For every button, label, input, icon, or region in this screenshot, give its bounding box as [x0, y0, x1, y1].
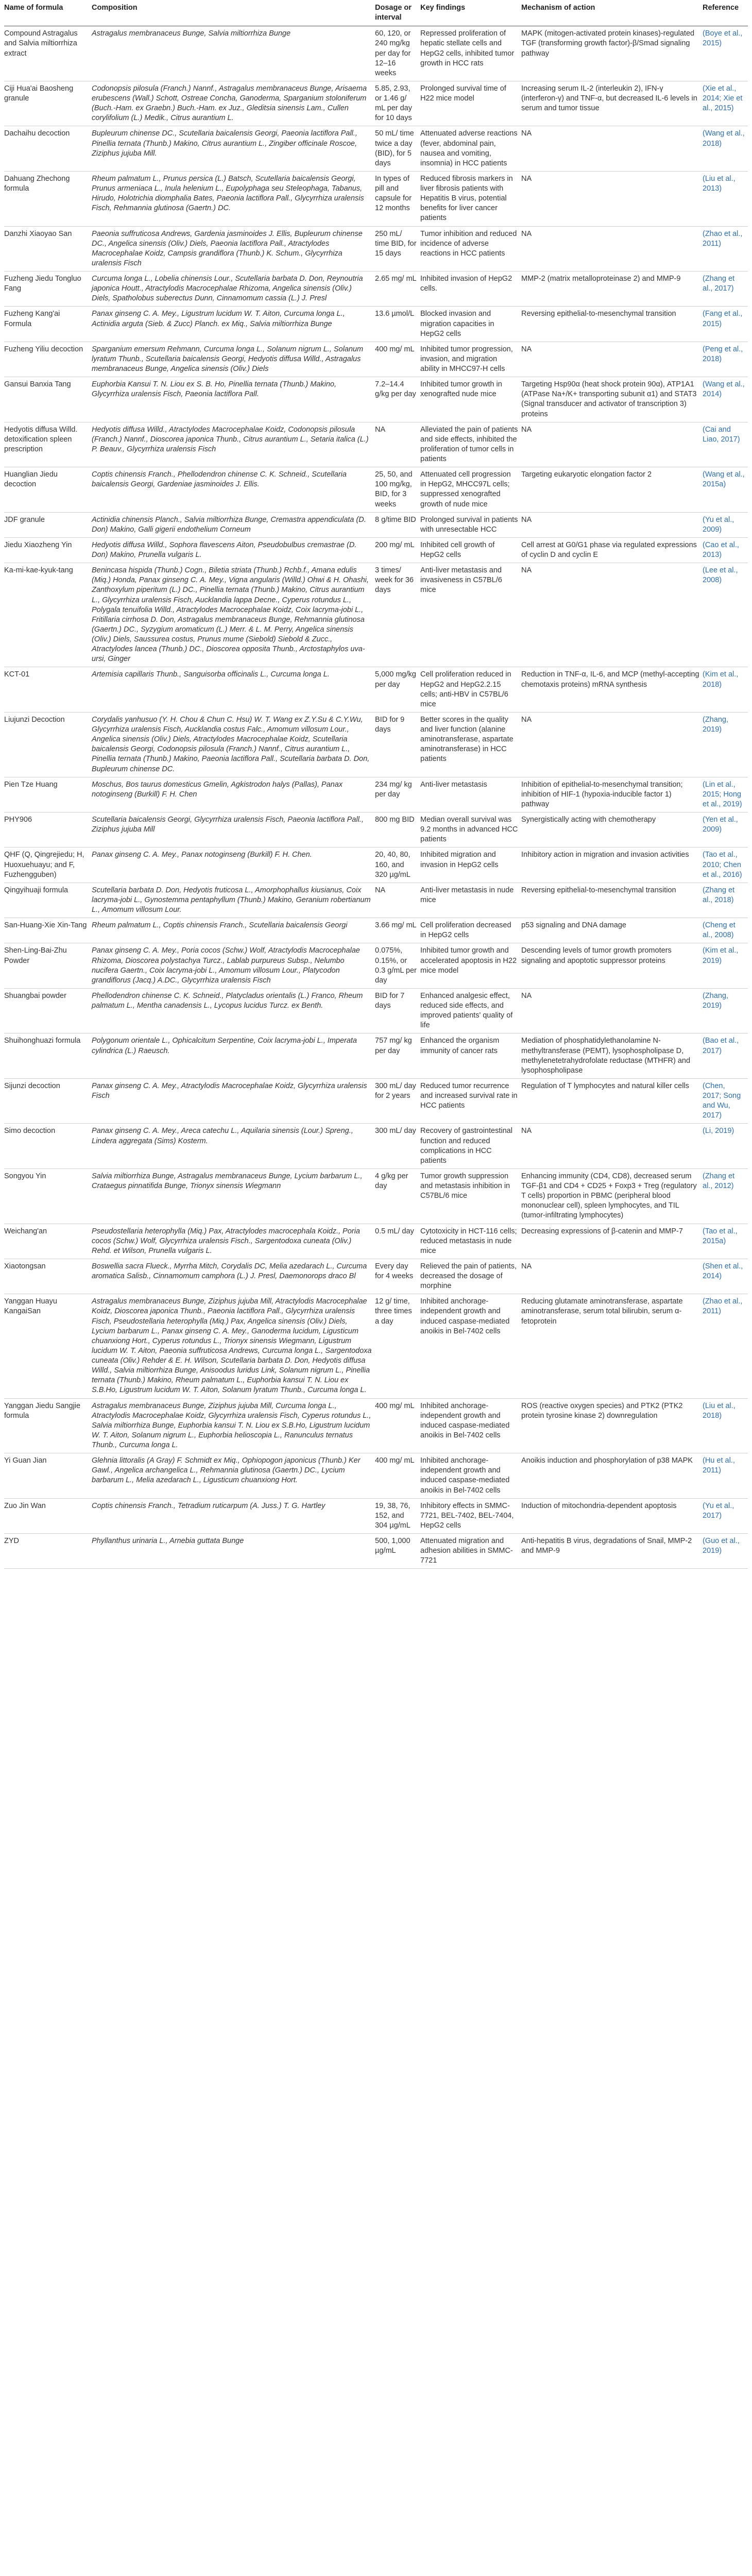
- formula-name-cell: Shen-Ling-Bai-Zhu Powder: [4, 943, 92, 989]
- dosage-cell: 400 mg/ mL: [375, 1398, 420, 1453]
- key-findings-cell: Inhibited tumor progression, invasion, and migration ability in MHCC97-H cells: [420, 342, 521, 377]
- table-row: [4, 377, 748, 422]
- composition-cell: Phyllanthus urinaria L., Arnebia guttata Bunge: [92, 1534, 375, 1569]
- table-row: [4, 342, 748, 377]
- key-findings-cell: Cytotoxicity in HCT-116 cells; reduced metastasis in nude mice: [420, 1224, 521, 1259]
- table-row: [4, 1498, 748, 1533]
- mechanism-cell: NA: [521, 563, 703, 667]
- formula-name-cell: Xiaotongsan: [4, 1259, 92, 1294]
- formula-name-cell: Weichang'an: [4, 1224, 92, 1259]
- table-row: [4, 226, 748, 272]
- table-row: [4, 1259, 748, 1294]
- table-row: [4, 563, 748, 667]
- table-row: [4, 667, 748, 713]
- table-row: [4, 812, 748, 848]
- dosage-cell: 12 g/ time, three times a day: [375, 1294, 420, 1398]
- key-findings-cell: Inhibitory effects in SMMC-7721, BEL-7402, BEL-7404, HepG2 cells: [420, 1498, 521, 1533]
- composition-cell: Bupleurum chinense DC., Scutellaria baicalensis Georgi, Paeonia lactiflora Pall., Pinellia ternata (Thunb.) Makino, Citrus aurantium L., Zingiber officinale Roscoe, Ziziphus jujuba Mill.: [92, 126, 375, 172]
- formula-name-cell: Liujunzi Decoction: [4, 712, 92, 777]
- mechanism-cell: MMP-2 (matrix metalloproteinase 2) and MMP-9: [521, 272, 703, 307]
- composition-cell: Coptis chinensis Franch., Tetradium ruticarpum (A. Juss.) T. G. Hartley: [92, 1498, 375, 1533]
- table-row: [4, 171, 748, 226]
- mechanism-cell: Inhibitory action in migration and invasion activities: [521, 848, 703, 883]
- dosage-cell: 20, 40, 80, 160, and 320 µg/mL: [375, 848, 420, 883]
- dosage-cell: 3.66 mg/ mL: [375, 918, 420, 943]
- formula-name-cell: JDF granule: [4, 512, 92, 537]
- table-row: [4, 712, 748, 777]
- composition-cell: Astragalus membranaceus Bunge, Salvia miltiorrhiza Bunge: [92, 26, 375, 81]
- table-row: [4, 307, 748, 342]
- dosage-cell: 250 mL/ time BID, for 15 days: [375, 226, 420, 272]
- reference-cell[interactable]: (Kim et al., 2019): [703, 943, 748, 989]
- composition-cell: Panax ginseng C. A. Mey., Panax notoginseng (Burkill) F. H. Chen.: [92, 848, 375, 883]
- mechanism-cell: NA: [521, 1124, 703, 1169]
- table-row: [4, 1078, 748, 1124]
- table-row: [4, 512, 748, 537]
- key-findings-cell: Inhibited invasion of HepG2 cells.: [420, 272, 521, 307]
- reference-cell[interactable]: (Zhang, 2019): [703, 712, 748, 777]
- reference-cell[interactable]: (Fang et al., 2015): [703, 307, 748, 342]
- table-row: [4, 467, 748, 513]
- table-row: [4, 848, 748, 883]
- formula-name-cell: Yanggan Jiedu Sangjie formula: [4, 1398, 92, 1453]
- reference-cell[interactable]: (Liu et al., 2018): [703, 1398, 748, 1453]
- formula-name-cell: Simo decoction: [4, 1124, 92, 1169]
- key-findings-cell: Inhibited tumor growth in xenografted nude mice: [420, 377, 521, 422]
- key-findings-cell: Median overall survival was 9.2 months in advanced HCC patients: [420, 812, 521, 848]
- composition-cell: Rheum palmatum L., Coptis chinensis Franch., Scutellaria baicalensis Georgi: [92, 918, 375, 943]
- table-row: [4, 272, 748, 307]
- mechanism-cell: Inhibition of epithelial-to-mesenchymal transition; inhibition of HIF-1 (hypoxia-inducible factor 1) pathway: [521, 777, 703, 812]
- dosage-cell: 3 times/ week for 36 days: [375, 563, 420, 667]
- reference-cell[interactable]: (Chen, 2017; Song and Wu, 2017): [703, 1078, 748, 1124]
- mechanism-cell: NA: [521, 512, 703, 537]
- mechanism-cell: Decreasing expressions of β-catenin and MMP-7: [521, 1224, 703, 1259]
- table-row: [4, 777, 748, 812]
- formula-name-cell: Pien Tze Huang: [4, 777, 92, 812]
- dosage-cell: NA: [375, 422, 420, 467]
- composition-cell: Panax ginseng C. A. Mey., Areca catechu L., Aquilaria sinensis (Lour.) Spreng., Lindera aggregata (Sims) Kosterm.: [92, 1124, 375, 1169]
- composition-cell: Astragalus membranaceus Bunge, Ziziphus jujuba Mill, Curcuma longa L., Atractylodis Macrocephalae Koidz, Glycyrrhiza uralensis Fisch, Cyperus rotundus L., Salvia miltiorrhiza Bunge, Euphorbia kansui T. N. Liou ex S.B.Ho, Ligustrum lucidum W. T. Aiton, Solanum nigrum L., Euphorbia helioscopia L., Ranunculus ternatus Thunb., Curcuma longa L.: [92, 1398, 375, 1453]
- composition-cell: Actinidia chinensis Planch., Salvia miltiorrhiza Bunge, Cremastra appendiculata (D. Don) Makino, Galli gigerii endothelium Corneum: [92, 512, 375, 537]
- formula-name-cell: Ka-mi-kae-kyuk-tang: [4, 563, 92, 667]
- formula-name-cell: Dahuang Zhechong formula: [4, 171, 92, 226]
- composition-cell: Euphorbia Kansui T. N. Liou ex S. B. Ho, Pinellia ternata (Thunb.) Makino, Glycyrrhiza uralensis Fisch, Paeonia lactiflora Pall.: [92, 377, 375, 422]
- key-findings-cell: Reduced fibrosis markers in liver fibrosis patients with Hepatitis B virus, potential benefits for liver cancer patients: [420, 171, 521, 226]
- table-row: [4, 1294, 748, 1398]
- formula-name-cell: Dachaihu decoction: [4, 126, 92, 172]
- formula-table: [4, 0, 748, 1569]
- reference-cell[interactable]: (Zhao et al., 2011): [703, 1294, 748, 1398]
- reference-cell[interactable]: (Kim et al., 2018): [703, 667, 748, 713]
- mechanism-cell: Reversing epithelial-to-mesenchymal transition: [521, 307, 703, 342]
- mechanism-cell: Induction of mitochondria-dependent apoptosis: [521, 1498, 703, 1533]
- mechanism-cell: Regulation of T lymphocytes and natural killer cells: [521, 1078, 703, 1124]
- table-row: [4, 422, 748, 467]
- reference-cell[interactable]: (Yen et al., 2009): [703, 812, 748, 848]
- formula-name-cell: Songyou Yin: [4, 1168, 92, 1224]
- dosage-cell: Every day for 4 weeks: [375, 1259, 420, 1294]
- key-findings-cell: Enhanced the organism immunity of cancer rats: [420, 1033, 521, 1079]
- key-findings-cell: Inhibited cell growth of HepG2 cells: [420, 537, 521, 563]
- key-findings-cell: Prolonged survival time of H22 mice model: [420, 81, 521, 126]
- reference-cell[interactable]: (Lee et al., 2008): [703, 563, 748, 667]
- table-row: [4, 988, 748, 1033]
- dosage-cell: 25, 50, and 100 mg/kg, BID, for 3 weeks: [375, 467, 420, 513]
- mechanism-cell: Reversing epithelial-to-mesenchymal transition: [521, 883, 703, 918]
- formula-name-cell: Yanggan Huayu KangaiSan: [4, 1294, 92, 1398]
- formula-name-cell: Sijunzi decoction: [4, 1078, 92, 1124]
- table-row: [4, 943, 748, 989]
- table-row: [4, 1224, 748, 1259]
- reference-cell[interactable]: (Bao et al., 2017): [703, 1033, 748, 1079]
- formula-name-cell: San-Huang-Xie Xin-Tang: [4, 918, 92, 943]
- formula-name-cell: Hedyotis diffusa Willd. detoxification spleen prescription: [4, 422, 92, 467]
- formula-name-cell: PHY906: [4, 812, 92, 848]
- formula-name-cell: ZYD: [4, 1534, 92, 1569]
- composition-cell: Panax ginseng C. A. Mey., Poria cocos (Schw.) Wolf, Atractylodis Macrocephalae Rhizoma, Dioscorea polystachya Turcz., Lablab purpureus Subsp., Nelumbo nucifera Gaertn., Coix lacryma-jobi L., Amomum villosum Lour., Platycodon grandiflorus (Jacq.) A.DC., Glycyrrhiza uralensis Fisch: [92, 943, 375, 989]
- dosage-cell: NA: [375, 883, 420, 918]
- composition-cell: Polygonum orientale L., Ophicalcitum Serpentine, Coix lacryma-jobi L., Imperata cylindrica (L.) Raeusch.: [92, 1033, 375, 1079]
- dosage-cell: 0.075%, 0.15%, or 0.3 g/mL per day: [375, 943, 420, 989]
- key-findings-cell: Inhibited anchorage-independent growth and induced caspase-mediated anoikis in Bel-7402 cells: [420, 1294, 521, 1398]
- composition-cell: Boswellia sacra Flueck., Myrrha Mitch, Corydalis DC, Melia azedarach L., Curcuma aromatica Salisb., Cinnamomum camphora (L.) J. Presl, Daemonorops draco Bl: [92, 1259, 375, 1294]
- composition-cell: Phellodendron chinense C. K. Schneid., Platycladus orientalis (L.) Franco, Rheum palmatum L., Mentha canadensis L., Lycopus lucidus Turcz. ex Benth.: [92, 988, 375, 1033]
- formula-name-cell: Gansui Banxia Tang: [4, 377, 92, 422]
- composition-cell: Panax ginseng C. A. Mey., Ligustrum lucidum W. T. Aiton, Curcuma longa L., Actinidia arguta (Sieb. & Zucc) Planch. ex Miq., Salvia miltiorrhiza Bunge: [92, 307, 375, 342]
- mechanism-cell: NA: [521, 126, 703, 172]
- dosage-cell: 13.6 µmol/L: [375, 307, 420, 342]
- mechanism-cell: Anoikis induction and phosphorylation of p38 MAPK: [521, 1453, 703, 1499]
- table-row: [4, 1398, 748, 1453]
- table-row: [4, 918, 748, 943]
- header-composition: Composition: [92, 0, 375, 26]
- key-findings-cell: Attenuated migration and adhesion abilities in SMMC-7721: [420, 1534, 521, 1569]
- dosage-cell: 234 mg/ kg per day: [375, 777, 420, 812]
- formula-name-cell: Jiedu Xiaozheng Yin: [4, 537, 92, 563]
- composition-cell: Panax ginseng C. A. Mey., Atractylodis Macrocephalae Koidz, Glycyrrhiza uralensis Fisch: [92, 1078, 375, 1124]
- table-body: [4, 26, 748, 1569]
- dosage-cell: 7.2–14.4 g/kg per day: [375, 377, 420, 422]
- formula-name-cell: Shuangbai powder: [4, 988, 92, 1033]
- reference-cell[interactable]: (Zhang et al., 2012): [703, 1168, 748, 1224]
- dosage-cell: BID for 9 days: [375, 712, 420, 777]
- composition-cell: Hedyotis diffusa Willd., Atractylodes Macrocephalae Koidz, Codonopsis pilosula (Franch.) Nannf., Dioscorea japonica Thunb., Citrus aurantium L., Setaria italica (L.) P. Beauv., Glycyrrhiza uralensis Fisch: [92, 422, 375, 467]
- mechanism-cell: Targeting eukaryotic elongation factor 2: [521, 467, 703, 513]
- formula-name-cell: Danzhi Xiaoyao San: [4, 226, 92, 272]
- reference-cell[interactable]: (Liu et al., 2013): [703, 171, 748, 226]
- dosage-cell: 5,000 mg/kg per day: [375, 667, 420, 713]
- mechanism-cell: Anti-hepatitis B virus, degradations of Snail, MMP-2 and MMP-9: [521, 1534, 703, 1569]
- dosage-cell: In types of pill and capsule for 12 months: [375, 171, 420, 226]
- mechanism-cell: NA: [521, 342, 703, 377]
- composition-cell: Paeonia suffruticosa Andrews, Gardenia jasminoides J. Ellis, Bupleurum chinense DC., Angelica sinensis (Oliv.) Diels, Paeonia lactiflora Pall., Atractylodes Macrocephalae Koidz, Campsis grandiflora (Thunb.) K. Schum., Glycyrrhiza uralensis Fisch: [92, 226, 375, 272]
- mechanism-cell: NA: [521, 171, 703, 226]
- mechanism-cell: NA: [521, 988, 703, 1033]
- header-name: Name of formula: [4, 0, 92, 26]
- table-row: [4, 81, 748, 126]
- key-findings-cell: Blocked invasion and migration capacities in HepG2 cells: [420, 307, 521, 342]
- composition-cell: Codonopsis pilosula (Franch.) Nannf., Astragalus membranaceus Bunge, Arisaema erubescens (Wall.) Schott, Ostreae Concha, Ganoderma, Sparganium stoloniferum (Buch.-Ham. ex Graebn.) Buch.-Ham. ex Juz., Gleditsia sinensis Lam., Cullen corylifolium (L.) Medik., Citrus aurantium L.: [92, 81, 375, 126]
- composition-cell: Glehnia littoralis (A Gray) F. Schmidt ex Miq., Ophiopogon japonicus (Thunb.) Ker Gawl., Angelica archangelica L., Rehmannia glutinosa (Gaertn.) DC., Lycium barbarum L., Melia azedarach L., Ligusticum chuanxiong Hort.: [92, 1453, 375, 1499]
- key-findings-cell: Cell proliferation reduced in HepG2 and HepG2.2.15 cells; anti-HBV in C57BL/6 mice: [420, 667, 521, 713]
- dosage-cell: 400 mg/ mL: [375, 1453, 420, 1499]
- reference-cell[interactable]: (Wang et al., 2018): [703, 126, 748, 172]
- dosage-cell: 2.65 mg/ mL: [375, 272, 420, 307]
- table-row: [4, 26, 748, 81]
- key-findings-cell: Anti-liver metastasis in nude mice: [420, 883, 521, 918]
- formula-name-cell: Huanglian Jiedu decoction: [4, 467, 92, 513]
- table-header: [4, 0, 748, 26]
- reference-cell[interactable]: (Yu et al., 2017): [703, 1498, 748, 1533]
- table-row: [4, 1033, 748, 1079]
- reference-cell[interactable]: (Shen et al., 2014): [703, 1259, 748, 1294]
- key-findings-cell: Attenuated cell progression in HepG2, MHCC97L cells; suppressed xenografted growth of nude mice: [420, 467, 521, 513]
- mechanism-cell: Reduction in TNF-α, IL-6, and MCP (methyl-accepting chemotaxis proteins) mRNA synthesis: [521, 667, 703, 713]
- header-row: [4, 0, 748, 26]
- formula-name-cell: Ciji Hua'ai Baosheng granule: [4, 81, 92, 126]
- dosage-cell: 8 g/time BID: [375, 512, 420, 537]
- formula-name-cell: Zuo Jin Wan: [4, 1498, 92, 1533]
- dosage-cell: 200 mg/ mL: [375, 537, 420, 563]
- reference-cell[interactable]: (Zhang, 2019): [703, 988, 748, 1033]
- key-findings-cell: Tumor growth suppression and metastasis inhibition in C57BL/6 mice: [420, 1168, 521, 1224]
- table-row: [4, 1453, 748, 1499]
- reference-cell[interactable]: (Zhao et al., 2011): [703, 226, 748, 272]
- dosage-cell: 0.5 mL/ day: [375, 1224, 420, 1259]
- key-findings-cell: Prolonged survival in patients with unresectable HCC: [420, 512, 521, 537]
- dosage-cell: 300 mL/ day: [375, 1124, 420, 1169]
- composition-cell: Coptis chinensis Franch., Phellodendron chinense C. K. Schneid., Scutellaria baicalensis Georgi, Gardeniae jasminoides J. Ellis.: [92, 467, 375, 513]
- dosage-cell: 4 g/kg per day: [375, 1168, 420, 1224]
- mechanism-cell: Descending levels of tumor growth promoters signaling and apoptotic suppressor proteins: [521, 943, 703, 989]
- dosage-cell: 800 mg BID: [375, 812, 420, 848]
- header-key-findings: Key findings: [420, 0, 521, 26]
- formula-name-cell: Shuihonghuazi formula: [4, 1033, 92, 1079]
- header-dosage: Dosage or interval: [375, 0, 420, 26]
- mechanism-cell: NA: [521, 712, 703, 777]
- dosage-cell: 757 mg/ kg per day: [375, 1033, 420, 1079]
- reference-cell[interactable]: (Wang et al., 2014): [703, 377, 748, 422]
- reference-cell[interactable]: (Cao et al., 2013): [703, 537, 748, 563]
- reference-cell[interactable]: (Li, 2019): [703, 1124, 748, 1169]
- key-findings-cell: Reduced tumor recurrence and increased survival rate in HCC patients: [420, 1078, 521, 1124]
- key-findings-cell: Relieved the pain of patients, decreased the dosage of morphine: [420, 1259, 521, 1294]
- mechanism-cell: NA: [521, 1259, 703, 1294]
- composition-cell: Rheum palmatum L., Prunus persica (L.) Batsch, Scutellaria baicalensis Georgi, Prunus armeniaca L., Inula helenium L., Eupolyphaga seu Steleophaga, Tabanus, Hirudo, Holotrichia diomphalia Bates, Paeonia lactiflora Pall., Glycyrrhiza uralensis Fisch, Rehmannia glutinosa (Gaertn.) DC.: [92, 171, 375, 226]
- mechanism-cell: Targeting Hsp90α (heat shock protein 90α), ATP1A1 (ATPase Na+/K+ transporting subunit α1) and STAT3 (Signal transducer and activator of transcription 3) proteins: [521, 377, 703, 422]
- key-findings-cell: Recovery of gastrointestinal function and reduced complications in HCC patients: [420, 1124, 521, 1169]
- mechanism-cell: MAPK (mitogen-activated protein kinases)-regulated TGF (transforming growth factor)-β/Smad signaling pathway: [521, 26, 703, 81]
- key-findings-cell: Tumor inhibition and reduced incidence of adverse reactions in HCC patients: [420, 226, 521, 272]
- mechanism-cell: Increasing serum IL-2 (interleukin 2), IFN-γ (interferon-γ) and TNF-α, but decreased IL-6 levels in serum and tumor tissue: [521, 81, 703, 126]
- reference-cell[interactable]: (Yu et al., 2009): [703, 512, 748, 537]
- composition-cell: Scutellaria baicalensis Georgi, Glycyrrhiza uralensis Fisch, Paeonia lactiflora Pall., Ziziphus jujuba Mill: [92, 812, 375, 848]
- reference-cell[interactable]: (Xie et al., 2014; Xie et al., 2015): [703, 81, 748, 126]
- key-findings-cell: Cell proliferation decreased in HepG2 cells: [420, 918, 521, 943]
- table-row: [4, 537, 748, 563]
- key-findings-cell: Anti-liver metastasis: [420, 777, 521, 812]
- reference-cell[interactable]: (Cai and Liao, 2017): [703, 422, 748, 467]
- mechanism-cell: Mediation of phosphatidylethanolamine N-methyltransferase (PEMT), lysophospholipase D, methylenetetrahydrofolate reductase (MTHFR) and lysophospholipase: [521, 1033, 703, 1079]
- table-row: [4, 883, 748, 918]
- formula-name-cell: QHF (Q, Qingrejiedu; H, Huoxuehuayu; and F, Fuzhengguben): [4, 848, 92, 883]
- key-findings-cell: Enhanced analgesic effect, reduced side effects, and improved patients' quality of life: [420, 988, 521, 1033]
- formula-name-cell: Compound Astragalus and Salvia miltiorrhiza extract: [4, 26, 92, 81]
- mechanism-cell: Cell arrest at G0/G1 phase via regulated expressions of cyclin D and cyclin E: [521, 537, 703, 563]
- formula-name-cell: KCT-01: [4, 667, 92, 713]
- mechanism-cell: p53 signaling and DNA damage: [521, 918, 703, 943]
- dosage-cell: 400 mg/ mL: [375, 342, 420, 377]
- key-findings-cell: Inhibited tumor growth and accelerated apoptosis in H22 mice model: [420, 943, 521, 989]
- dosage-cell: BID for 7 days: [375, 988, 420, 1033]
- reference-cell[interactable]: (Lin et al., 2015; Hong et al., 2019): [703, 777, 748, 812]
- composition-cell: Corydalis yanhusuo (Y. H. Chou & Chun C. Hsu) W. T. Wang ex Z.Y.Su & C.Y.Wu, Glycyrrhiza uralensis Fisch, Aucklandia costus Falc., Amomum villosum Lour., Angelica sinensis (Oliv.) Diels, Atractylodes Macrocephalae Koidz, Scutellaria baicalensis Georgi, Codonopsis pilosula (Franch.) Nannf., Citrus aurantium L., Pinellia ternata (Thunb.) Makino, Paeonia lactiflora Pall., Scutellaria barbata D. Don, Bupleurum chinense DC.: [92, 712, 375, 777]
- reference-cell[interactable]: (Boye et al., 2015): [703, 26, 748, 81]
- reference-cell[interactable]: (Tao et al., 2015a): [703, 1224, 748, 1259]
- reference-cell[interactable]: (Cheng et al., 2008): [703, 918, 748, 943]
- composition-cell: Salvia miltiorrhiza Bunge, Astragalus membranaceus Bunge, Lycium barbarum L., Crataegus pinnatifida Bunge, Trionyx sinensis Wiegmann: [92, 1168, 375, 1224]
- reference-cell[interactable]: (Guo et al., 2019): [703, 1534, 748, 1569]
- table-row: [4, 1534, 748, 1569]
- composition-cell: Sparganium emersum Rehmann, Curcuma longa L., Solanum nigrum L., Solanum lyratum Thunb., Scutellaria baicalensis Georgi, Hedyotis diffusa Willd., Astragalus membranaceus Bunge, Angelica sinensis (Oliv.) Diels: [92, 342, 375, 377]
- mechanism-cell: Enhancing immunity (CD4, CD8), decreased serum TGF-β1 and CD4 + CD25 + Foxp3 + Treg (regulatory T cells) proportion in PBMC (peripheral blood mononuclear cell), spleen lymphocytes, and TIL (tumor-infiltrating lymphocytes): [521, 1168, 703, 1224]
- reference-cell[interactable]: (Hu et al., 2011): [703, 1453, 748, 1499]
- mechanism-cell: ROS (reactive oxygen species) and PTK2 (PTK2 protein tyrosine kinase 2) downregulation: [521, 1398, 703, 1453]
- reference-cell[interactable]: (Peng et al., 2018): [703, 342, 748, 377]
- composition-cell: Scutellaria barbata D. Don, Hedyotis fruticosa L., Amorphophallus kiusianus, Coix lacryma-jobi L., Gynostemma pentaphyllum (Thunb.) Makino, Geranium robertianum L., Amomum villosum Lour.: [92, 883, 375, 918]
- table-row: [4, 1168, 748, 1224]
- key-findings-cell: Anti-liver metastasis and invasiveness in C57BL/6 mice: [420, 563, 521, 667]
- key-findings-cell: Alleviated the pain of patients and side effects, inhibited the proliferation of tumor cells in patients: [420, 422, 521, 467]
- reference-cell[interactable]: (Zhang et al., 2017): [703, 272, 748, 307]
- dosage-cell: 5.85, 2.93, or 1.46 g/ mL per day for 10 days: [375, 81, 420, 126]
- header-reference: Reference: [703, 0, 748, 26]
- table-row: [4, 1124, 748, 1169]
- header-mechanism: Mechanism of action: [521, 0, 703, 26]
- key-findings-cell: Attenuated adverse reactions (fever, abdominal pain, nausea and vomiting, insomnia) in HCC patients: [420, 126, 521, 172]
- mechanism-cell: NA: [521, 422, 703, 467]
- dosage-cell: 300 mL/ day for 2 years: [375, 1078, 420, 1124]
- formula-name-cell: Qingyihuaji formula: [4, 883, 92, 918]
- key-findings-cell: Better scores in the quality and liver function (alanine aminotransferase, aspartate aminotransferase) in HCC patients: [420, 712, 521, 777]
- mechanism-cell: Reducing glutamate aminotransferase, aspartate aminotransferase, serum total bilirubin, serum α-fetoprotein: [521, 1294, 703, 1398]
- key-findings-cell: Inhibited migration and invasion in HepG2 cells: [420, 848, 521, 883]
- composition-cell: Curcuma longa L., Lobelia chinensis Lour., Scutellaria barbata D. Don, Reynoutria japonica Houtt., Atractylodis Macrocephalae Rhizoma, Angelica sinensis (Oliv.) Diels, Spatholobus suberectus Dunn, Cinnamomum cassia (L.) J. Presl: [92, 272, 375, 307]
- key-findings-cell: Repressed proliferation of hepatic stellate cells and HepG2 cells, inhibited tumor growth in HCC rats: [420, 26, 521, 81]
- formula-name-cell: Fuzheng Jiedu Tongluo Fang: [4, 272, 92, 307]
- composition-cell: Benincasa hispida (Thunb.) Cogn., Biletia striata (Thunb.) Rchb.f., Amana edulis (Miq.) Honda, Panax ginseng C. A. Mey., Vigna angularis (Willd.) Ohwi & H. Ohashi, Zanthoxylum piperitum (L.) DC., Pinellia ternata (Thunb.) Makino, Citrus aurantium L., Glycyrrhiza uralensis Fisch, Aucklandia lappa Decne., Cyperus rotundus L., Polygala tenuifolia Willd., Atractylodes Macrocephalae Koidz, Coix lacryma-jobi L., Fritillaria cirrhosa D. Don, Astragalus membranaceus Bunge, Rehmannia glutinosa (Gaertn.) DC., Syzygium aromaticum (L.) Merr. & L. M. Perry, Angelica sinensis (Oliv.) Diels, Saussurea costus, Prunus mume (Siebold) Siebold & Zucc., Atractylodes lancea (Thunb.) DC., Dioscorea opposita Thunb., Arctostaphylos uva-ursi, Ginger: [92, 563, 375, 667]
- reference-cell[interactable]: (Wang et al., 2015a): [703, 467, 748, 513]
- dosage-cell: 50 mL/ time twice a day (BID), for 5 days: [375, 126, 420, 172]
- reference-cell[interactable]: (Zhang et al., 2018): [703, 883, 748, 918]
- composition-cell: Hedyotis diffusa Willd., Sophora flavescens Aiton, Pseudobulbus cremastrae (D. Don) Makino, Prunella vulgaris L.: [92, 537, 375, 563]
- composition-cell: Astragalus membranaceus Bunge, Ziziphus jujuba Mill, Atractylodis Macrocephalae Koidz, Dioscorea japonica Thunb., Paeonia lactiflora Pall., Glycyrrhiza uralensis Fisch, Pseudostellaria heterophylla (Miq.) Pax, Angelica sinensis (Oliv.) Diels, Lycium barbarum L., Panax ginseng C. A. Mey., Ganoderma lucidum, Ligusticum chuanxiong Hort., Cyperus rotundus L., Trionyx sinensis Wiegmann, Ligustrum lucidum W. T. Aiton, Paeonia suffruticosa Andrews, Curcuma longa L., Sargentodoxa cuneata (Oliv.) Rehder & E. H. Wilson, Scutellaria barbata D. Don, Hedyotis diffusa Willd., Salvia miltiorrhiza Bunge, Anisoodus luridus Link, Solanum nigrum L., Pinellia ternata (Thunb.) Makino, Rheum palmatum L., Euphorbia kansui T. N. Liou ex S.B.Ho, Ligustrum lucidum W. T. Aiton, Solanum lyratum Thunb., Curcuma longa L.: [92, 1294, 375, 1398]
- table-row: [4, 126, 748, 172]
- formula-name-cell: Fuzheng Yiliu decoction: [4, 342, 92, 377]
- composition-cell: Pseudostellaria heterophylla (Miq.) Pax, Atractylodes macrocephala Koidz., Poria cocos (Schw.) Wolf, Glycyrrhiza uralensis Fisch., Sargentodoxa cuneata (Oliv.) Rehd. et Wilson, Prunella vulgaris L.: [92, 1224, 375, 1259]
- reference-cell[interactable]: (Tao et al., 2010; Chen et al., 2016): [703, 848, 748, 883]
- formula-name-cell: Fuzheng Kang'ai Formula: [4, 307, 92, 342]
- dosage-cell: 500, 1,000 µg/mL: [375, 1534, 420, 1569]
- mechanism-cell: Synergistically acting with chemotherapy: [521, 812, 703, 848]
- composition-cell: Moschus, Bos taurus domesticus Gmelin, Agkistrodon halys (Pallas), Panax notoginseng (Burkill) F. H. Chen: [92, 777, 375, 812]
- key-findings-cell: Inhibited anchorage-independent growth and induced caspase-mediated anoikis in Bel-7402 cells: [420, 1453, 521, 1499]
- formula-name-cell: Yi Guan Jian: [4, 1453, 92, 1499]
- dosage-cell: 60, 120, or 240 mg/kg per day for 12–16 weeks: [375, 26, 420, 81]
- dosage-cell: 19, 38, 76, 152, and 304 µg/mL: [375, 1498, 420, 1533]
- key-findings-cell: Inhibited anchorage-independent growth and induced caspase-mediated anoikis in Bel-7402 cells: [420, 1398, 521, 1453]
- composition-cell: Artemisia capillaris Thunb., Sanguisorba officinalis L., Curcuma longa L.: [92, 667, 375, 713]
- mechanism-cell: NA: [521, 226, 703, 272]
